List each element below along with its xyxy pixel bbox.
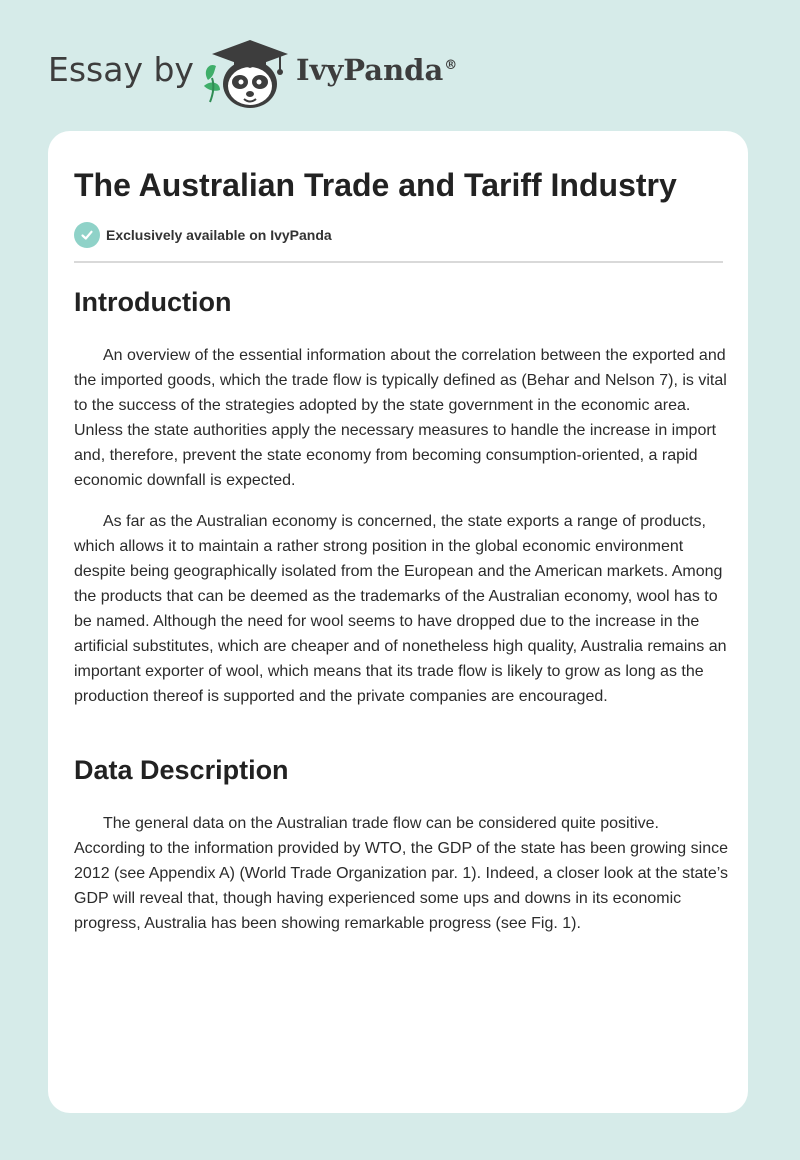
essay-title: The Australian Trade and Tariff Industry <box>74 167 677 203</box>
panda-logo-icon[interactable] <box>200 36 292 110</box>
brand-name[interactable] <box>296 50 457 90</box>
check-circle-icon <box>74 222 100 248</box>
exclusive-badge <box>74 222 332 248</box>
paragraph: The general data on the Australian trade flow can be considered quite positive. According to the information provided by WTO, the GDP of the state has been growing since 2012 (see Appendix A) (World Trade Organization par. 1). Indeed, a closer look at the state’s GDP will reveal that, though having experienced some ups and downs in its economic progress, Australia has been showing remarkable progress (see Fig. 1). <box>74 815 729 932</box>
section-heading-data-description: Data Description <box>74 755 289 785</box>
registered-mark: ® <box>444 58 458 73</box>
section-heading-introduction: Introduction <box>74 287 232 317</box>
exclusive-badge-text: Exclusively available on IvyPanda <box>106 227 332 243</box>
brand-name-text: IvyPanda <box>296 53 444 87</box>
essay-by-label: Essay by <box>48 50 194 89</box>
paragraph: An overview of the essential information about the correlation between the exported and the imported goods, which the trade flow is typically defined as (Behar and Nelson 7), is vital to the success of the strategies adopted by the state government in the economic area. Unless the state authorities apply the necessary measures to handle the increase in import and, therefore, prevent the state economy from becoming consumption-oriented, a rapid economic downfall is expected. <box>74 347 727 489</box>
site-header <box>0 0 800 130</box>
paragraph: As far as the Australian economy is concerned, the state exports a range of products, which allows it to maintain a rather strong position in the global economic environment despite being geographically isolated from the European and the American markets. Among the products that can be deemed as the trademarks of the Australian economy, wool has to be named. Although the need for wool seems to have dropped due to the increase in the artificial substitutes, which are cheaper and of nonetheless high quality, Australia remains an important exporter of wool, which means that its trade flow is likely to grow as long as the production thereof is supported and the private companies are encouraged. <box>74 513 727 705</box>
title-divider <box>74 261 723 263</box>
essay-card <box>48 131 748 1113</box>
